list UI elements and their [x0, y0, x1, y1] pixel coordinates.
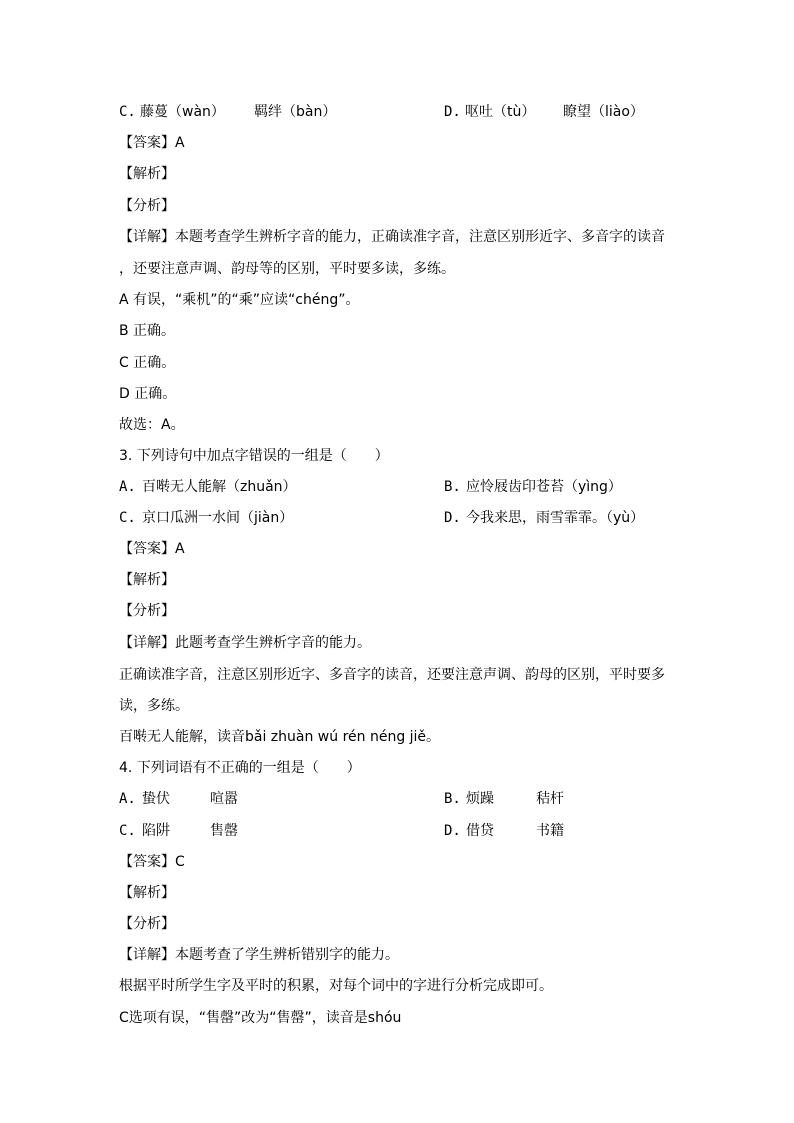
q2-fenxi-heading: 【分析】	[119, 198, 175, 214]
q3-option-d-label: D.	[444, 510, 461, 526]
q4-question: 4. 下列词语有不正确的一组是（ ）	[119, 760, 361, 776]
q4-option-a-label: A.	[119, 791, 136, 807]
q4-fenxi-heading: 【分析】	[119, 916, 175, 932]
q4-analysis-heading: 【解析】	[119, 885, 175, 901]
q2-analysis-heading: 【解析】	[119, 166, 175, 182]
q2-note-a: A 有误，“乘机”的“乘”应读“chéng”。	[119, 292, 360, 308]
q3-detail-line-3: 读，多练。	[119, 698, 189, 714]
q3-fenxi-heading: 【分析】	[119, 603, 175, 619]
q4-option-c-label: C.	[119, 823, 136, 839]
q3-detail-line-1: 【详解】此题考查学生辨析字音的能力。	[119, 635, 371, 651]
q3-option-a-text: 百啭无人能解（zhuǎn）	[142, 479, 297, 495]
q3-detail-line-2: 正确读准字音，注意区别形近字、多音字的读音，还要注意声调、韵母的区别，平时要多	[119, 667, 665, 683]
q2-option-d-label: D.	[444, 104, 461, 120]
q2-option-d-word1: 呕吐（tù）	[465, 104, 536, 120]
q3-analysis-heading: 【解析】	[119, 572, 175, 588]
q4-option-b-word2: 秸杆	[536, 791, 564, 807]
q4-option-b-label: B.	[444, 791, 461, 807]
q2-note-b: B 正确。	[119, 323, 176, 339]
q3-option-b-text: 应怜屐齿印苍苔（yìng）	[466, 479, 622, 495]
q2-note-d: D 正确。	[119, 386, 177, 402]
q4-option-b-word1: 烦躁	[466, 791, 494, 807]
q3-option-c-label: C.	[119, 510, 136, 526]
q4-option-d-word1: 借贷	[466, 823, 494, 839]
q3-question: 3. 下列诗句中加点字错误的一组是（ ）	[119, 448, 389, 464]
q4-option-a-word2: 喧嚣	[210, 791, 238, 807]
q4-detail-line-1: 【详解】本题考查了学生辨析错别字的能力。	[119, 947, 399, 963]
q2-detail-line-2: ，还要注意声调、韵母等的区别，平时要多读，多练。	[119, 261, 455, 277]
q4-option-c-word2: 售罄	[210, 823, 238, 839]
q2-detail-line-1: 【详解】本题考查学生辨析字音的能力，正确读准字音，注意区别形近字、多音字的读音	[119, 229, 665, 245]
q4-option-c-word1: 陷阱	[142, 823, 170, 839]
q2-option-d-word2: 瞭望（liào）	[563, 104, 644, 120]
q4-option-d-word2: 书籍	[536, 823, 564, 839]
q4-option-a-word1: 蛰伏	[142, 791, 170, 807]
q2-option-c-word1: 藤蔓（wàn）	[140, 104, 225, 120]
q3-option-d-text: 今我来思，雨雪霏霏。（yù）	[466, 510, 645, 526]
q4-detail-line-2: 根据平时所学生字及平时的积累，对每个词中的字进行分析完成即可。	[119, 978, 553, 994]
q4-detail-line-3: C选项有误，“售罄”改为“售罄”，读音是shóu	[119, 1010, 402, 1026]
q2-note-c: C 正确。	[119, 355, 176, 371]
q4-answer: 【答案】C	[119, 854, 185, 870]
q3-detail-line-4: 百啭无人能解，读音bǎi zhuàn wú rén néng jiě。	[119, 729, 441, 745]
q2-conclusion: 故选：A。	[119, 417, 185, 433]
q3-option-b-label: B.	[444, 479, 461, 495]
q4-option-d-label: D.	[444, 823, 461, 839]
q3-answer: 【答案】A	[119, 541, 185, 557]
q2-answer: 【答案】A	[119, 135, 185, 151]
q2-option-c-word2: 羁绊（bàn）	[254, 104, 337, 120]
q2-option-c-label: C.	[119, 104, 136, 120]
q3-option-a-label: A.	[119, 479, 136, 495]
q3-option-c-text: 京口瓜洲一水间（jiàn）	[142, 510, 294, 526]
